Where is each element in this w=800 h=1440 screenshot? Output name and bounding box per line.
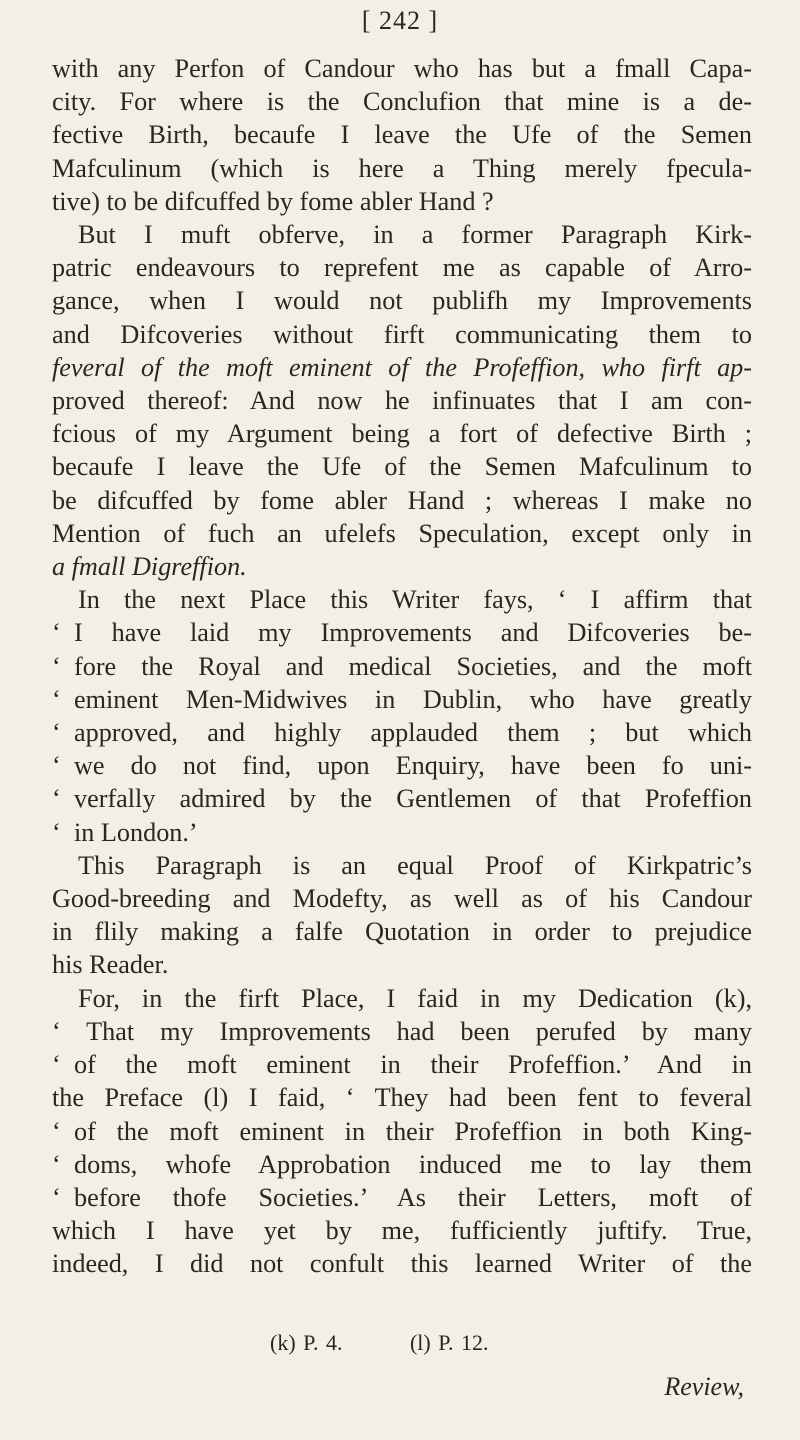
text-line: ‘ before thofe Societies.’ As their Letters, moft of — [52, 1181, 752, 1214]
page-number: [ 242 ] — [361, 6, 439, 35]
quote-mark: ‘ — [52, 718, 61, 748]
quote-mark: ‘ — [52, 684, 61, 714]
text-line: This Paragraph is an equal Proof of Kirkpatric’s — [78, 850, 752, 880]
quote-mark: ‘ — [52, 1050, 61, 1080]
text-line: ‘ we do not find, upon Enquiry, have been fo uni- — [52, 749, 752, 782]
text-line: ‘ That my Improvements had been perufed by many — [52, 1016, 752, 1046]
text-line: with any Perfon of Candour who has but a fmall Capa- — [52, 54, 752, 83]
quote-mark: ‘ — [52, 618, 61, 648]
text-line: his Reader. — [52, 950, 169, 980]
text-line: ‘ of the moft eminent in their Profeffion in both King- — [52, 1115, 752, 1148]
text-line: proved thereof: And now he infinuates that I am con- — [52, 386, 752, 416]
text-line: For, in the firft Place, I faid in my Dedication (k), — [78, 983, 752, 1013]
text-line: fcious of my Argument being a fort of defective Birth ; — [52, 419, 752, 449]
text-line: indeed, I did not confult this learned Writer of the — [52, 1249, 752, 1279]
text-line: Good-breeding and Modefty, as well as of his Candour — [52, 884, 752, 914]
quote-mark: ‘ — [52, 1116, 61, 1146]
text-line: patric endeavours to reprefent me as capable of Arro- — [52, 253, 752, 283]
quote-mark: ‘ — [52, 751, 61, 781]
text-line: and Difcoveries without firft communicating them to — [52, 319, 752, 349]
text-line: ‘ I have laid my Improvements and Difcoveries be- — [52, 616, 752, 649]
text-line: feveral of the moft eminent of the Profeffion, who firft ap- — [52, 352, 752, 382]
text-line: be difcuffed by fome abler Hand ; whereas I make no — [52, 485, 752, 515]
text-line: ‘ of the moft eminent in their Profeffion.’ And in — [52, 1048, 752, 1081]
quote-mark: ‘ — [52, 651, 61, 681]
text-line: gance, when I would not publifh my Improvements — [52, 286, 752, 316]
text-line: the Preface (l) I faid, ‘ They had been fent to feveral — [52, 1083, 752, 1113]
text-line: a fmall Digreffion. — [52, 552, 247, 582]
text-line: Mention of fuch an ufelefs Speculation, except only in — [52, 518, 752, 548]
text-line: In the next Place this Writer fays, ‘ I affirm that — [78, 585, 752, 615]
text-line: ‘ verfally admired by the Gentlemen of that Profeffion — [52, 782, 752, 815]
footnotes — [270, 1330, 489, 1356]
footnote-k: (k) P. 4. — [270, 1330, 343, 1355]
body-text — [52, 52, 752, 1281]
text-line: ‘ eminent Men-Midwives in Dublin, who have greatly — [52, 683, 752, 716]
text-line: ‘ fore the Royal and medical Societies, and the moft — [52, 650, 752, 683]
text-line: becaufe I leave the Ufe of the Semen Mafculinum to — [52, 452, 752, 482]
text-line: which I have yet by me, fufficiently juftify. True, — [52, 1216, 752, 1246]
text-line: tive) to be difcuffed by fome abler Hand ? — [52, 186, 494, 216]
text-line: city. For where is the Conclufion that mine is a de- — [52, 87, 752, 117]
quote-mark: ‘ — [52, 784, 61, 814]
text-line: But I muft obferve, in a former Paragraph Kirk- — [78, 220, 752, 250]
footnote-l: (l) P. 12. — [409, 1330, 489, 1355]
catchword: Review, — [664, 1372, 744, 1401]
quote-mark: ‘ — [52, 1182, 61, 1212]
quote-mark: ‘ — [52, 1149, 61, 1179]
text-line: ‘ in London.’ — [52, 816, 752, 849]
text-line: fective Birth, becaufe I leave the Ufe of the Semen — [52, 120, 752, 150]
text-line: ‘ doms, whofe Approbation induced me to lay them — [52, 1148, 752, 1181]
text-line: in flily making a falfe Quotation in order to prejudice — [52, 917, 752, 947]
quote-mark: ‘ — [52, 817, 61, 847]
text-line: Mafculinum (which is here a Thing merely fpecula- — [52, 153, 752, 183]
text-line: ‘ approved, and highly applauded them ; but which — [52, 716, 752, 749]
